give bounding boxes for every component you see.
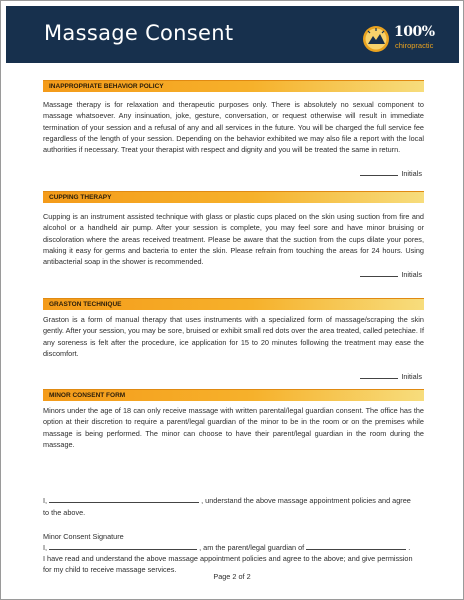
section-heading: CUPPING THERAPY xyxy=(49,194,112,201)
section-body: Minors under the age of 18 can only receive massage with written parental/legal guardian consent. The office has the option at their discretion to require a parent/legal guardian of the minor to be in the room or on the premises while massage is being performed. The minor can choose to have their parent/legal guardian in the room during the massage. xyxy=(43,406,424,449)
name-blank[interactable] xyxy=(49,496,199,503)
consent-line-1 xyxy=(43,495,424,506)
consent-prefix: I, xyxy=(43,496,48,505)
logo-tagline: chiropractic xyxy=(395,41,434,50)
section-heading-bar xyxy=(43,298,424,310)
logo-mark-icon xyxy=(361,24,391,54)
section-heading: INAPPROPRIATE BEHAVIOR POLICY xyxy=(49,83,164,90)
permission-line-cont: for my child to receive massage services. xyxy=(43,565,177,574)
consent-line-1-cont: to the above. xyxy=(43,508,86,517)
initials-field[interactable] xyxy=(360,169,422,178)
guardian-prefix: I, xyxy=(43,543,48,552)
company-logo xyxy=(361,24,451,60)
guardian-statement: , am the parent/legal guardian of xyxy=(199,543,305,552)
page-title: Massage Consent xyxy=(44,21,234,45)
initials-field[interactable] xyxy=(360,270,422,279)
minor-name-blank[interactable] xyxy=(306,543,406,550)
section-body: Massage therapy is for relaxation and therapeutic purposes only. There is absolutely no sexual component to massage whatsoever. Any insinuation, joke, gesture, conversation, or request otherwise will result in immediate termination of your session and a refusal of any and all services in the future. You will be charged the full service fee regardless of the length of your session. Depending on the behavior exhibited we may also file a report with the local authorities if necessary. Treat your therapist with respect and dignity and you will be treated the same in return. xyxy=(43,100,424,155)
page-number: Page 2 of 2 xyxy=(213,572,251,581)
header-banner xyxy=(6,6,459,63)
section-body: Graston is a form of manual therapy that uses instruments with a specialized form of massage/scraping the skin gently. After your session, you may be sore, bruised or exhibit small red dots over the area treated, called petechiae. If any soreness is felt after the procedure, ice application for 15 to 20 minutes following the treatment may ease the discomfort. xyxy=(43,315,424,358)
guardian-end: . xyxy=(408,543,411,552)
initials-label: Initials xyxy=(401,270,422,279)
initials-blank[interactable] xyxy=(360,372,398,379)
initials-blank[interactable] xyxy=(360,169,398,176)
section-heading-bar xyxy=(43,80,424,92)
initials-label: Initials xyxy=(401,372,422,381)
section-heading-bar xyxy=(43,191,424,203)
guardian-name-blank[interactable] xyxy=(49,543,197,550)
minor-signature-label: Minor Consent Signature xyxy=(43,532,124,541)
permission-line: I have read and understand the above massage appointment policies and agree to the above; and give permission xyxy=(43,554,413,563)
consent-statement: , understand the above massage appointment policies and agree xyxy=(201,496,411,505)
initials-field[interactable] xyxy=(360,372,422,381)
initials-label: Initials xyxy=(401,169,422,178)
initials-blank[interactable] xyxy=(360,270,398,277)
logo-wordmark: 100% xyxy=(394,24,435,40)
section-heading-bar xyxy=(43,389,424,401)
section-body: Cupping is an instrument assisted technique with glass or plastic cups placed on the skin using suction from fire and alcohol or a handheld air pump. After your session is complete, you may feel sore and have minor bruising or discoloration where the areas received treatment. Please be aware that the suction from the cups dilate your pores, making it easy for germs and bacteria to enter the skin. Please refrain from touching the areas for 24 hours. Using antibacterial soap in the shower is recommended. xyxy=(43,212,424,267)
guardian-line xyxy=(43,542,424,553)
section-heading: MINOR CONSENT FORM xyxy=(49,392,126,399)
section-heading: GRASTON TECHNIQUE xyxy=(49,301,122,308)
